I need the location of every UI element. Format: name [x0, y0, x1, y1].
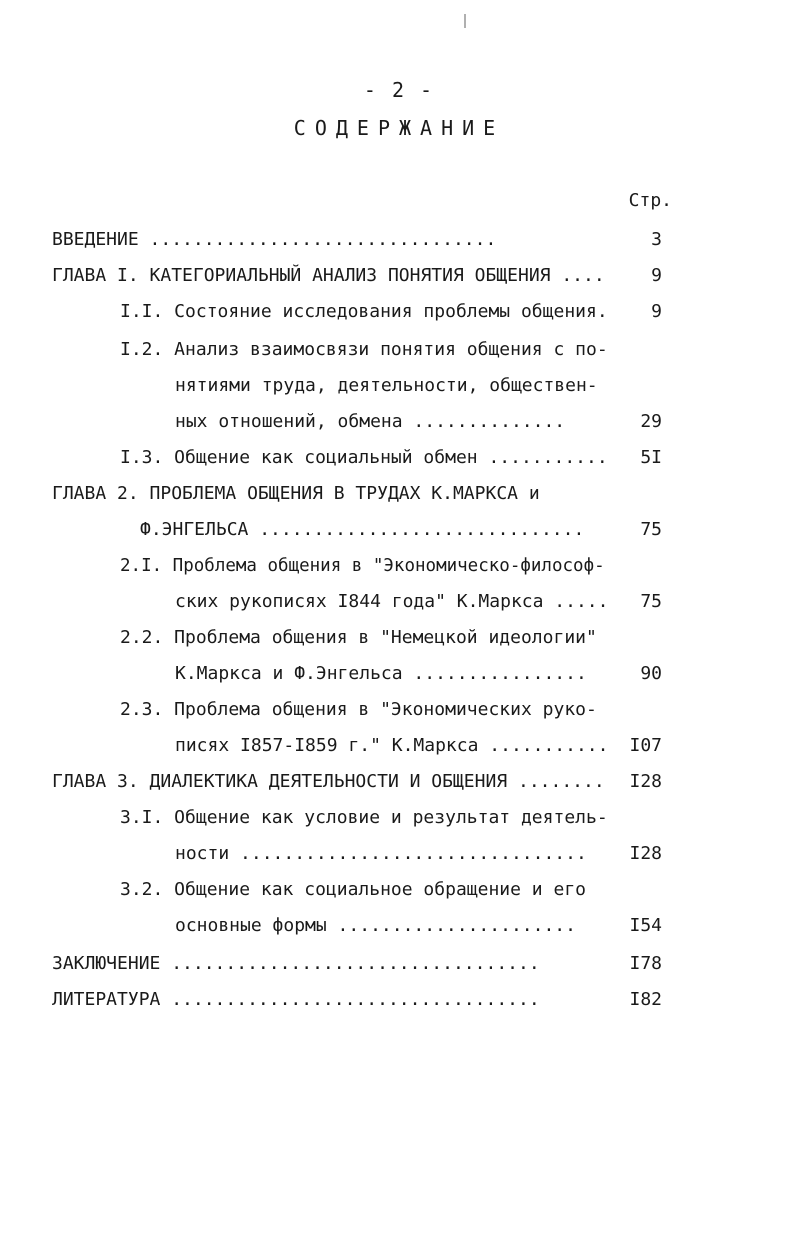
- toc-entry-1-2-line-3: ных отношений, обмена ..............: [175, 411, 566, 432]
- toc-entry-introduction: ВВЕДЕНИЕ ................................: [52, 229, 497, 250]
- toc-entry-3-2-line-1: 3.2. Общение как социальное обращение и его: [120, 879, 586, 900]
- toc-entry-1-2-line-1: I.2. Анализ взаимосвязи понятия общения с по-: [120, 339, 608, 360]
- toc-page-1-2: 29: [640, 411, 662, 432]
- toc-entry-3-1-line-1: 3.I. Общение как условие и результат деятель-: [120, 807, 608, 828]
- page-number: - 2 -: [363, 78, 435, 102]
- toc-entry-literature: ЛИТЕРАТУРА ..................................: [52, 989, 540, 1010]
- toc-page-1-3: 5I: [640, 447, 662, 468]
- toc-entry-2-2-line-1: 2.2. Проблема общения в "Немецкой идеологии": [120, 627, 597, 648]
- toc-entry-1-3: I.3. Общение как социальный обмен ...........: [120, 447, 608, 468]
- toc-page-2-3: I07: [629, 735, 662, 756]
- toc-entry-chapter-2-line-2: Ф.ЭНГЕЛЬСА ..............................: [140, 519, 585, 540]
- toc-page-3-1: I28: [629, 843, 662, 864]
- toc-page-introduction: 3: [651, 229, 662, 250]
- toc-entry-2-1-line-2: ских рукописях I844 года" К.Маркса .....: [175, 591, 609, 612]
- toc-page-2-1: 75: [640, 591, 662, 612]
- toc-entry-chapter-1: ГЛАВА I. КАТЕГОРИАЛЬНЫЙ АНАЛИЗ ПОНЯТИЯ ОБЩЕНИЯ ....: [52, 265, 605, 286]
- toc-entry-2-3-line-2: писях I857-I859 г." К.Маркса ...........: [175, 735, 609, 756]
- toc-entry-3-2-line-2: основные формы ......................: [175, 915, 576, 936]
- toc-page-1-1: 9: [651, 301, 662, 322]
- toc-entry-2-3-line-1: 2.3. Проблема общения в "Экономических руко-: [120, 699, 597, 720]
- page-title: СОДЕРЖАНИЕ: [293, 116, 505, 140]
- toc-page-literature: I82: [629, 989, 662, 1010]
- toc-entry-2-1-line-1: 2.I. Проблема общения в "Экономическо-философ-: [120, 556, 605, 576]
- toc-entry-conclusion: ЗАКЛЮЧЕНИЕ ..................................: [52, 953, 540, 974]
- toc-page-3-2: I54: [629, 915, 662, 936]
- toc-entry-chapter-2-line-1: ГЛАВА 2. ПРОБЛЕМА ОБЩЕНИЯ В ТРУДАХ К.МАРКСА и: [52, 483, 540, 504]
- toc-entry-1-1: I.I. Состояние исследования проблемы общения.: [120, 301, 608, 322]
- toc-page-conclusion: I78: [629, 953, 662, 974]
- toc-entry-1-2-line-2: нятиями труда, деятельности, обществен-: [175, 375, 598, 396]
- toc-page-chapter-1: 9: [651, 265, 662, 286]
- toc-entry-2-2-line-2: К.Маркса и Ф.Энгельса ................: [175, 663, 587, 684]
- toc-entry-chapter-3: ГЛАВА 3. ДИАЛЕКТИКА ДЕЯТЕЛЬНОСТИ И ОБЩЕНИЯ ........: [52, 771, 605, 792]
- page-column-label: Стр.: [628, 190, 672, 211]
- toc-entry-3-1-line-2: ности ................................: [175, 843, 587, 864]
- toc-page-chapter-2: 75: [640, 519, 662, 540]
- scan-mark: [464, 14, 466, 28]
- toc-page-2-2: 90: [640, 663, 662, 684]
- toc-page-chapter-3: I28: [629, 771, 662, 792]
